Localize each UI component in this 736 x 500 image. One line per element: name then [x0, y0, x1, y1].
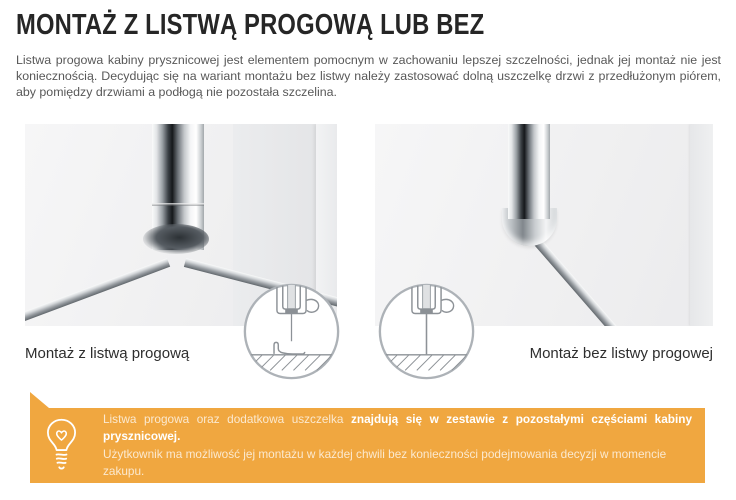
intro-paragraph: Listwa progowa kabiny prysznicowej jest elementem pomocnym w zachowaniu lepszej szczelności, jednak jej montaż nie jest koniecznością. Decydując się na wariant montażu bez listwy należy zastosować dolną uszczelkę drzwi z przedłużonym piórem, aby pomiędzy drzwiami a podłogą nie pozostała szczelina.: [16, 53, 721, 100]
door-profile: [508, 124, 550, 219]
hinge-detail: [143, 224, 209, 254]
note-line-1-regular: Listwa progowa oraz dodatkowa uszczelka: [103, 411, 344, 426]
no-threshold-diagram-icon: [376, 281, 477, 382]
threshold-strip-left: [25, 258, 170, 326]
profile-joint: [152, 203, 204, 206]
note-line-1-bold: znajdują się w zestawie z pozostałymi częściami kabiny prysznicowej.: [103, 411, 692, 443]
caption-with-threshold: Montaż z listwą progową: [25, 345, 190, 362]
figure-with-threshold: [25, 124, 337, 389]
floor-junction-strip: [535, 240, 627, 326]
info-note-banner: [30, 408, 705, 483]
figure-without-threshold: [375, 124, 713, 389]
note-text: [103, 411, 692, 481]
caption-without-threshold: Montaż bez listwy progowej: [529, 345, 713, 362]
note-line-1: [103, 411, 692, 446]
note-line-2: Użytkownik ma możliwość jej montażu w każdej chwili bez konieczności podejmowania decyzji w momencie zakupu.: [103, 446, 667, 478]
wall-corner: [690, 124, 713, 326]
lightbulb-icon: [44, 417, 79, 475]
page-title: MONTAŻ Z LISTWĄ PROGOWĄ LUB BEZ: [16, 9, 485, 41]
with-threshold-diagram-icon: [241, 281, 342, 382]
